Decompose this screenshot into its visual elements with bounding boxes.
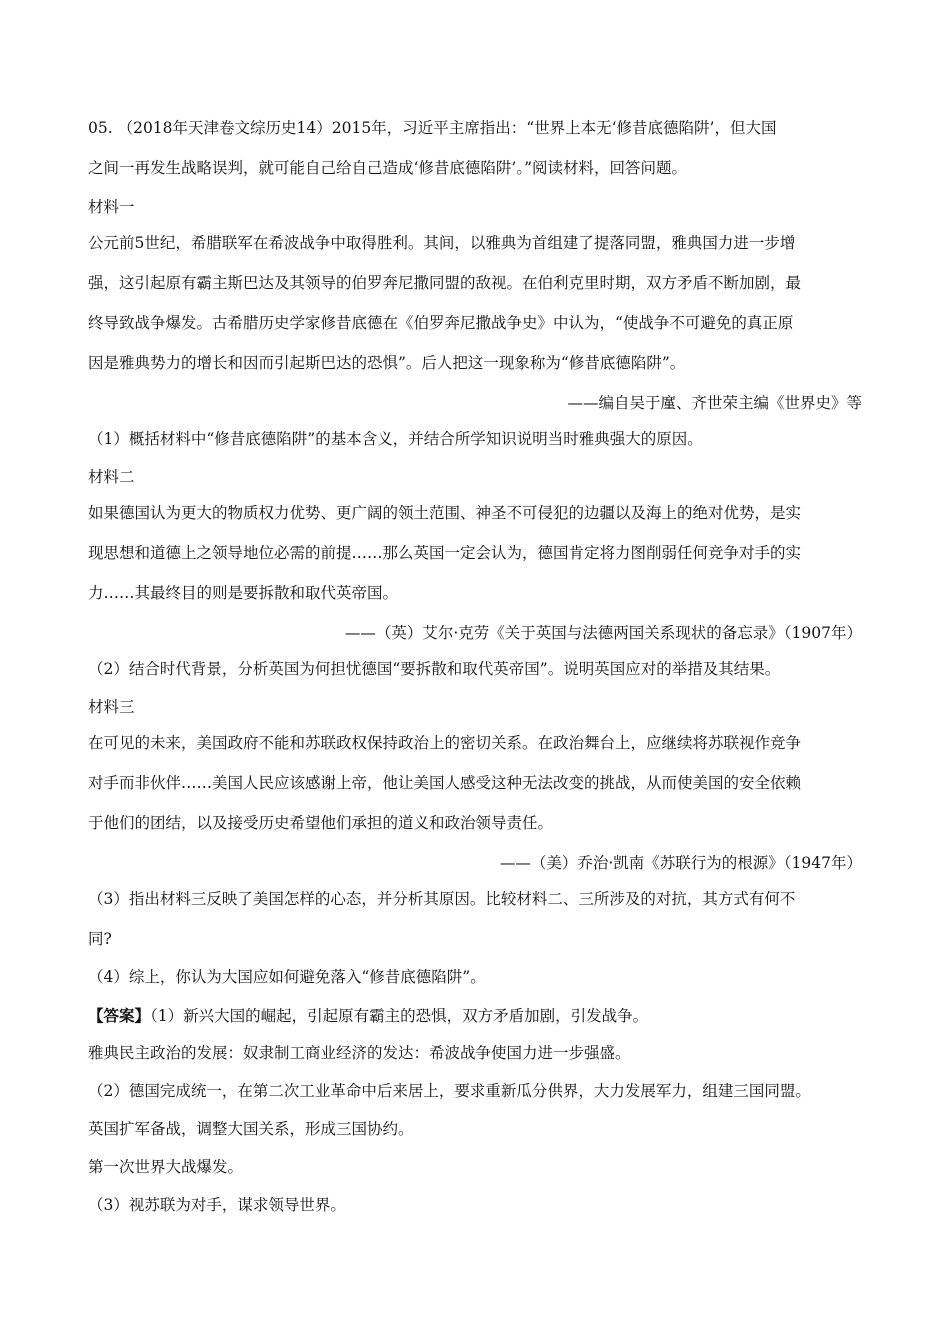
material-3-line: 于他们的团结，以及接受历史希望他们承担的道义和政治领导责任。	[88, 814, 554, 832]
material-2-title: 材料二	[88, 468, 135, 486]
material-2-line: 力……其最终目的则是要拆散和取代英帝国。	[88, 584, 399, 602]
question-4: （4）综上，你认为大国应如何避免落入“修昔底德陷阱”。	[88, 968, 486, 986]
material-1-source: ——编自吴于廑、齐世荣主编《世界史》等	[567, 394, 862, 412]
material-3-title: 材料三	[88, 698, 135, 716]
material-1-line: 强，这引起原有霸主斯巴达及其领导的伯罗奔尼撒同盟的敌视。在伯利克里时期，双方矛盾不断加剧，最	[88, 274, 802, 292]
answer-1-text: （1）新兴大国的崛起，引起原有霸主的恐惧，双方矛盾加剧，引发战争。	[150, 1007, 649, 1025]
material-1-line: 终导致战争爆发。古希腊历史学家修昔底德在《伯罗奔尼撒战争史》中认为，“使战争不可避免的真正原	[88, 314, 794, 332]
question-header-line-1: 05. （2018年天津卷文综历史14）2015年，习近平主席指出：“世界上本无‘修昔底德陷阱’，但大国	[88, 119, 777, 137]
answer-2-line-3: 第一次世界大战爆发。	[88, 1158, 244, 1176]
material-3-line: 对手而非伙伴……美国人民应该感谢上帝，他让美国人感受这种无法改变的挑战，从而使美国的安全依赖	[88, 774, 802, 792]
material-1-line: 公元前5世纪，希腊联军在希波战争中取得胜利。其间，以雅典为首组建了提落同盟，雅典国力进一步增	[88, 234, 796, 252]
question-3-line-1: （3）指出材料三反映了美国怎样的心态，并分析其原因。比较材料二、三所涉及的对抗，其方式有何不	[88, 890, 796, 908]
material-3-source: ——（美）乔治·凯南《苏联行为的根源》（1947年）	[499, 854, 862, 872]
answer-2-line-2: 英国扩军备战，调整大国关系，形成三国协约。	[88, 1120, 414, 1138]
answer-1-line-2: 雅典民主政治的发展：奴隶制工商业经济的发达：希波战争使国力进一步强盛。	[88, 1044, 631, 1062]
material-1-line: 因是雅典势力的增长和因而引起斯巴达的恐惧”。后人把这一现象称为“修昔底德陷阱”。	[88, 354, 686, 372]
question-1: （1）概括材料中“修昔底德陷阱”的基本含义，并结合所学知识说明当时雅典强大的原因。	[88, 430, 703, 448]
answer-label: 【答案】	[88, 1006, 151, 1025]
material-2-line: 如果德国认为更大的物质权力优势、更广阔的领土范围、神圣不可侵犯的边疆以及海上的绝对优势，是实	[88, 504, 802, 522]
material-3-line: 在可见的未来，美国政府不能和苏联政权保持政治上的密切关系。在政治舞台上，应继续将苏联视作竞争	[88, 734, 802, 752]
answer-3-line-1: （3）视苏联为对手，谋求领导世界。	[88, 1196, 346, 1214]
material-1-title: 材料一	[88, 198, 135, 216]
answer-2-line-1: （2）德国完成统一，在第二次工业革命中后来居上，要求重新瓜分供界，大力发展军力，组建三国同盟。	[88, 1082, 811, 1100]
question-2: （2）结合时代背景，分析英国为何担忧德国“要拆散和取代英帝国”。说明英国应对的举措及其结果。	[88, 660, 781, 678]
question-header-line-2: 之间一再发生战略误判，就可能自己给自己造成‘修昔底德陷阱’。”阅读材料，回答问题。	[88, 159, 688, 177]
material-2-source: ——（英）艾尔·克劳《关于英国与法德两国关系现状的备忘录》（1907年）	[344, 624, 862, 642]
question-3-line-2: 同?	[88, 930, 112, 948]
material-2-line: 现思想和道德上之领导地位必需的前提……那么英国一定会认为，德国肯定将力图削弱任何竞争对手的实	[88, 544, 802, 562]
answer-1-line-1	[88, 1008, 648, 1025]
